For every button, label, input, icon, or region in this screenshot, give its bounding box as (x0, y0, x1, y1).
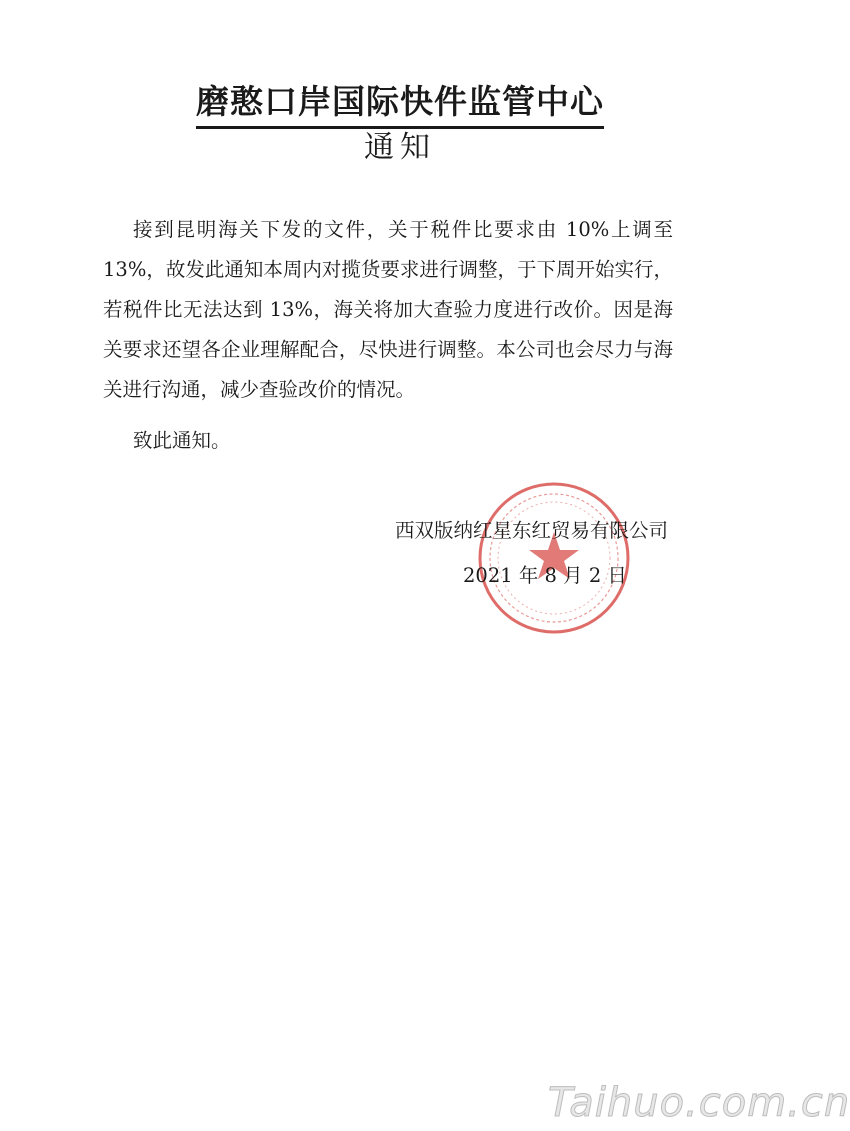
company-seal (476, 480, 632, 636)
notice-title: 通知 (364, 130, 436, 165)
notice-body-paragraph: 接到昆明海关下发的文件，关于税件比要求由 10%上调至 13%，故发此通知本周内对揽货要求进行调整，于下周开始实行，若税件比无法达到 13%，海关将加大查验力度进行改价。因是海关要求还望各企业理解配合，尽快进行调整。本公司也会尽力与海关进行沟通，减少查验改价的情况。 (103, 218, 673, 401)
notice-closing: 致此通知。 (133, 429, 231, 452)
organization-title-text: 磨憨口岸国际快件监管中心 (196, 76, 604, 129)
site-watermark: Taihuo.com.cn (548, 1080, 850, 1126)
signature-date: 2021 年 8 月 2 日 (463, 564, 627, 587)
signature-company: 西双版纳红星东红贸易有限公司 (395, 519, 669, 542)
